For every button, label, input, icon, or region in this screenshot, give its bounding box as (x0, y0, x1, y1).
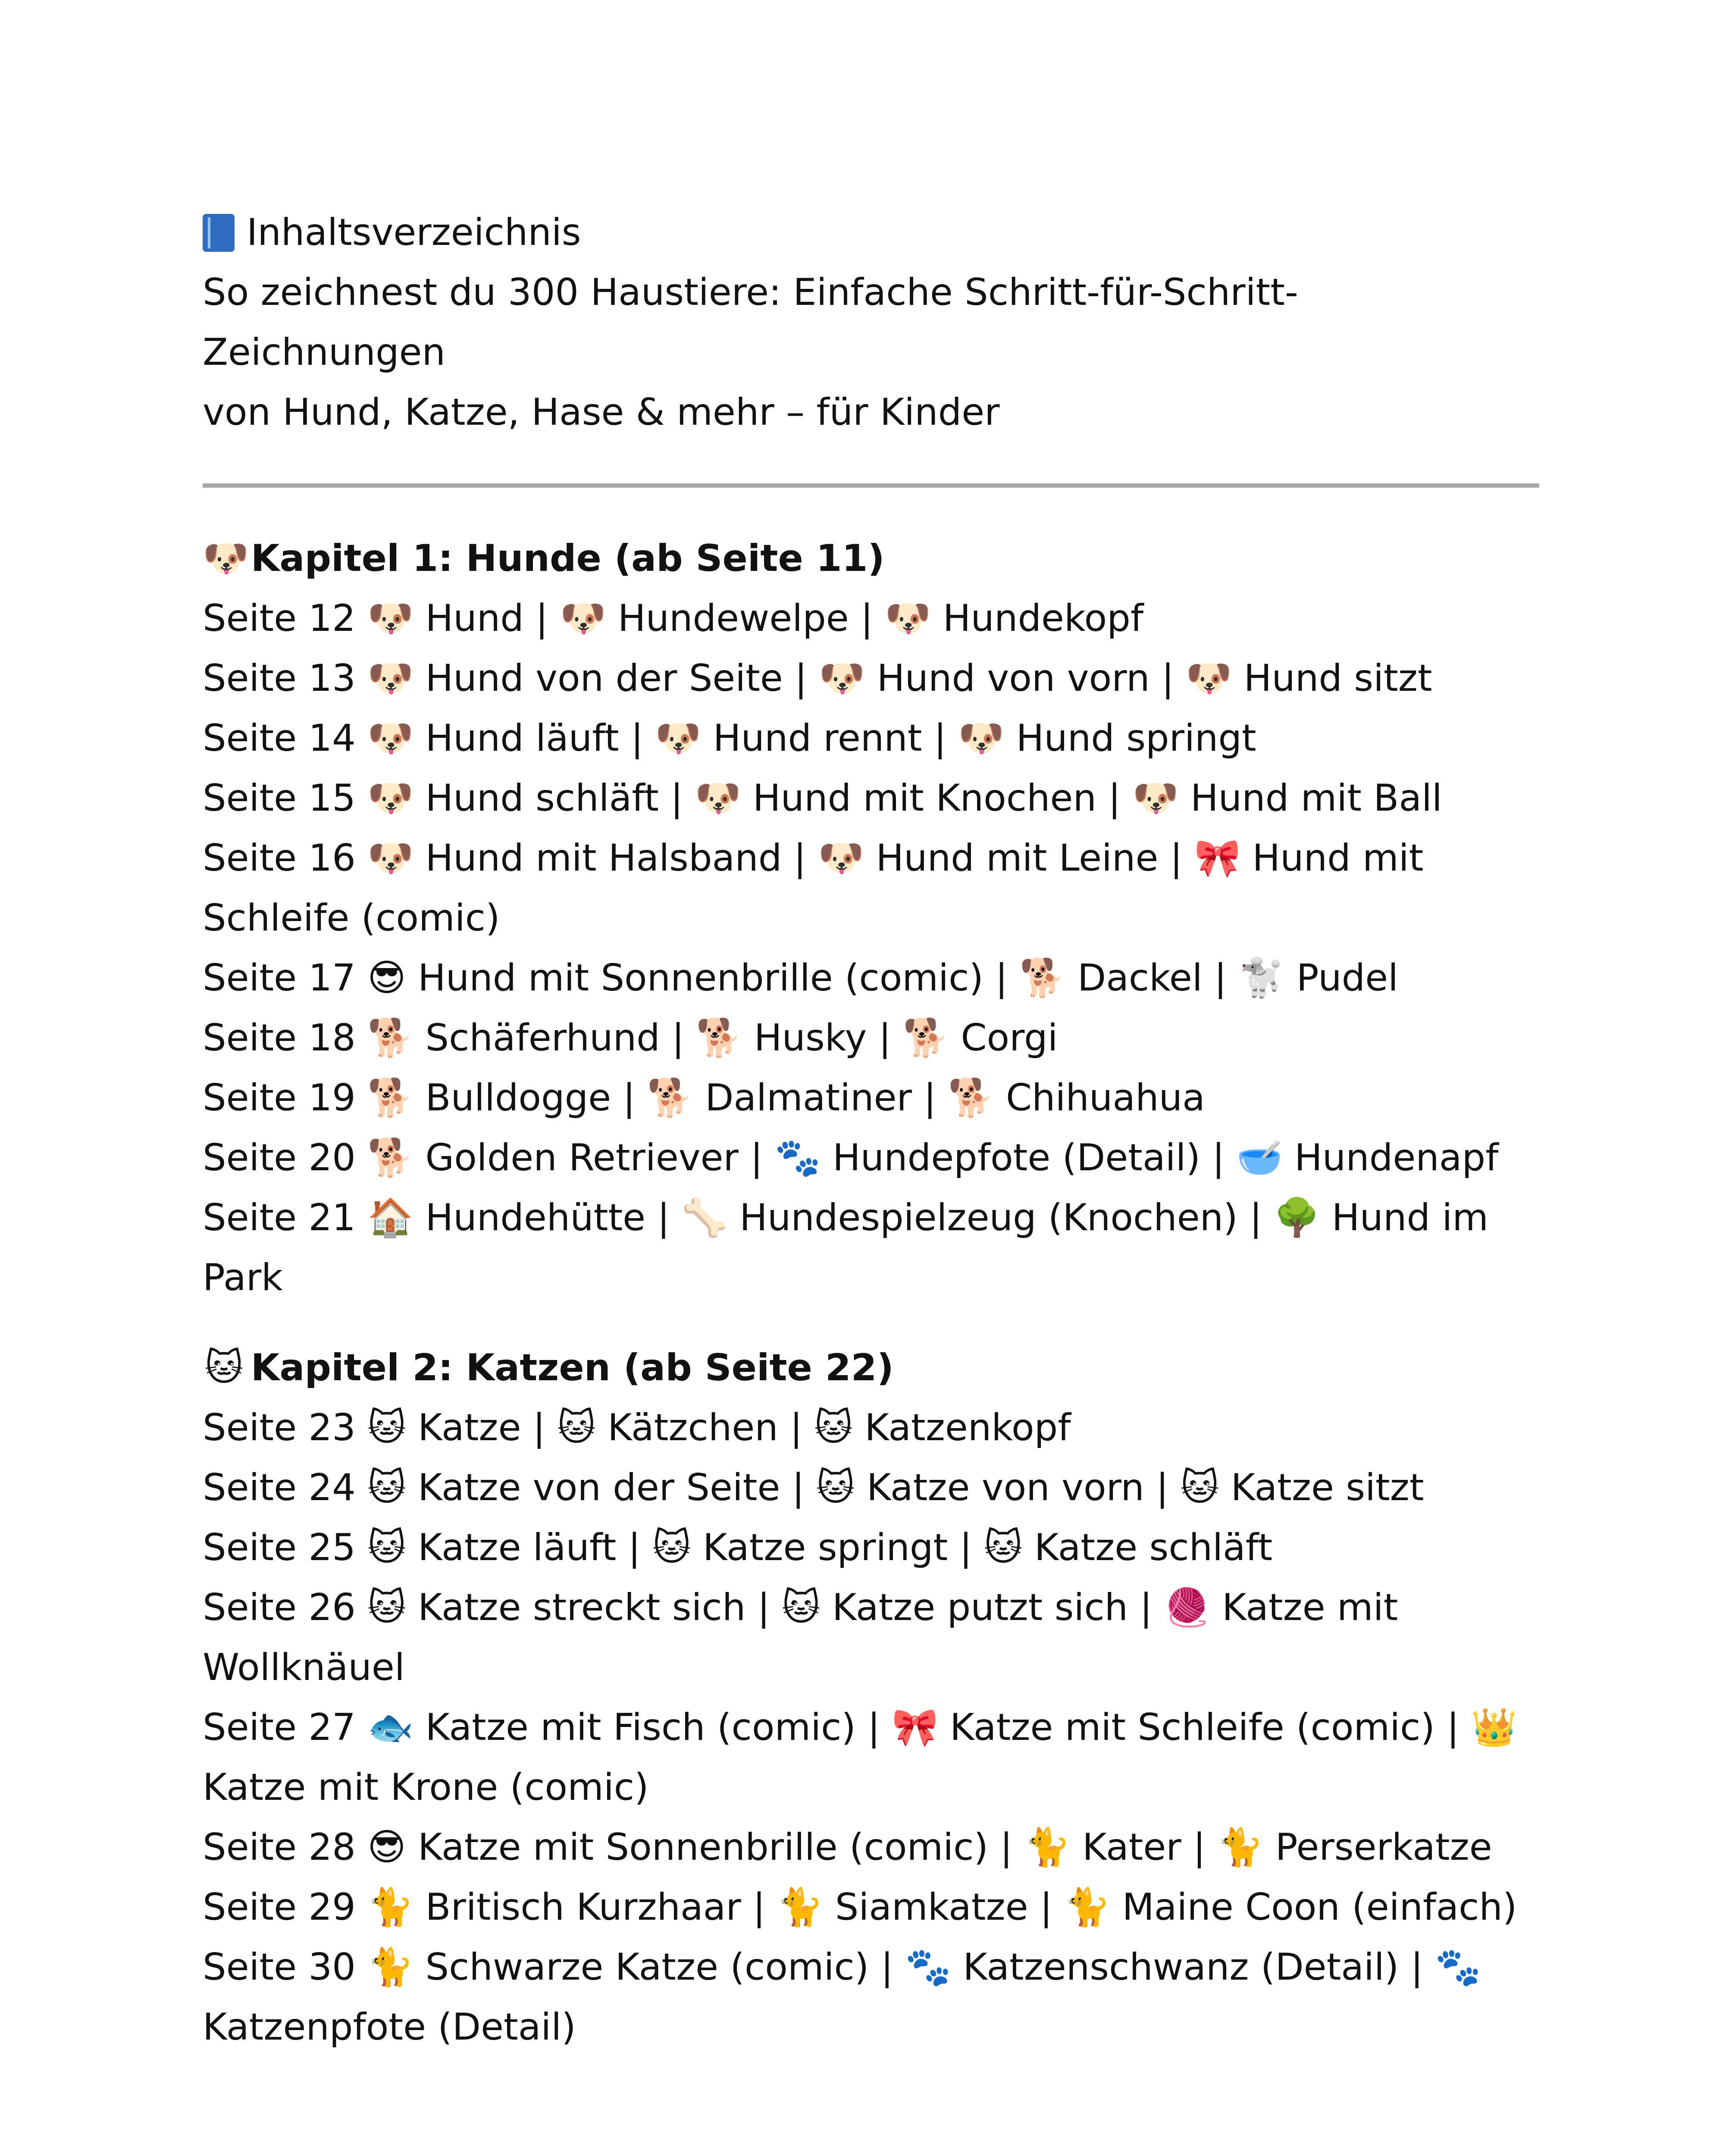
toc-row: Seite 25 🐱 Katze läuft | 🐱 Katze springt | 🐱 Katze schläft (203, 1526, 1273, 1569)
toc-title-line (203, 203, 1539, 263)
book-icon (203, 214, 235, 252)
toc-row: Seite 13 🐶 Hund von der Seite | 🐶 Hund von vorn | 🐶 Hund sitzt (203, 657, 1432, 700)
chapter-1-list (203, 589, 1539, 1308)
dog-face-icon: 🐶 (203, 537, 249, 580)
toc-page (203, 203, 1539, 2057)
toc-title: Inhaltsverzeichnis (247, 211, 581, 254)
toc-row: Seite 15 🐶 Hund schläft | 🐶 Hund mit Knochen | 🐶 Hund mit Ball (203, 777, 1442, 820)
chapter-2-title: Kapitel 2: Katzen (ab Seite 22) (251, 1346, 894, 1389)
toc-row: Seite 16 🐶 Hund mit Halsband | 🐶 Hund mit Leine | 🎀 Hund mit Schleife (comic) (203, 837, 1424, 940)
toc-row: Seite 12 🐶 Hund | 🐶 Hundewelpe | 🐶 Hundekopf (203, 597, 1144, 640)
book-subtitle-line-1: So zeichnest du 300 Haustiere: Einfache Schritt-für-Schritt-Zeichnungen (203, 271, 1298, 374)
toc-row: Seite 18 🐕 Schäferhund | 🐕 Husky | 🐕 Corgi (203, 1016, 1058, 1059)
toc-row: Seite 27 🐟 Katze mit Fisch (comic) | 🎀 Katze mit Schleife (comic) | 👑 Katze mit Krone (comic) (203, 1706, 1517, 1809)
toc-row: Seite 28 😎 Katze mit Sonnenbrille (comic) | 🐈 Kater | 🐈 Perserkatze (203, 1826, 1492, 1869)
cat-face-icon: 🐱 (204, 1346, 244, 1389)
toc-row: Seite 23 🐱 Katze | 🐱 Kätzchen | 🐱 Katzenkopf (203, 1406, 1071, 1449)
toc-row: Seite 19 🐕 Bulldogge | 🐕 Dalmatiner | 🐕 Chihuahua (203, 1076, 1205, 1119)
chapter-1-title: Kapitel 1: Hunde (ab Seite 11) (251, 537, 885, 580)
toc-row: Seite 20 🐕 Golden Retriever | 🐾 Hundepfote (Detail) | 🥣 Hundenapf (203, 1136, 1499, 1179)
toc-row: Seite 30 🐈 Schwarze Katze (comic) | 🐾 Katzenschwanz (Detail) | 🐾 Katzenpfote (Detail) (203, 1946, 1481, 2049)
toc-row: Seite 17 😎 Hund mit Sonnenbrille (comic) | 🐕 Dackel | 🐩 Pudel (203, 956, 1399, 1000)
book-subtitle-line-2: von Hund, Katze, Hase & mehr – für Kinder (203, 391, 1000, 434)
toc-row: Seite 14 🐶 Hund läuft | 🐶 Hund rennt | 🐶 Hund springt (203, 717, 1256, 760)
chapter-2-heading (203, 1338, 1539, 1398)
chapter-2-list (203, 1398, 1539, 2057)
toc-row: Seite 24 🐱 Katze von der Seite | 🐱 Katze von vorn | 🐱 Katze sitzt (203, 1466, 1424, 1509)
toc-row: Seite 26 🐱 Katze streckt sich | 🐱 Katze putzt sich | 🧶 Katze mit Wollknäuel (203, 1586, 1398, 1689)
divider (203, 483, 1539, 488)
chapter-1-heading (203, 529, 1539, 589)
toc-row: Seite 21 🏠 Hundehütte | 🦴 Hundespielzeug (Knochen) | 🌳 Hund im Park (203, 1196, 1489, 1299)
chapter-gap (203, 1308, 1539, 1338)
toc-row: Seite 29 🐈 Britisch Kurzhaar | 🐈 Siamkatze | 🐈 Maine Coon (einfach) (203, 1886, 1517, 1929)
